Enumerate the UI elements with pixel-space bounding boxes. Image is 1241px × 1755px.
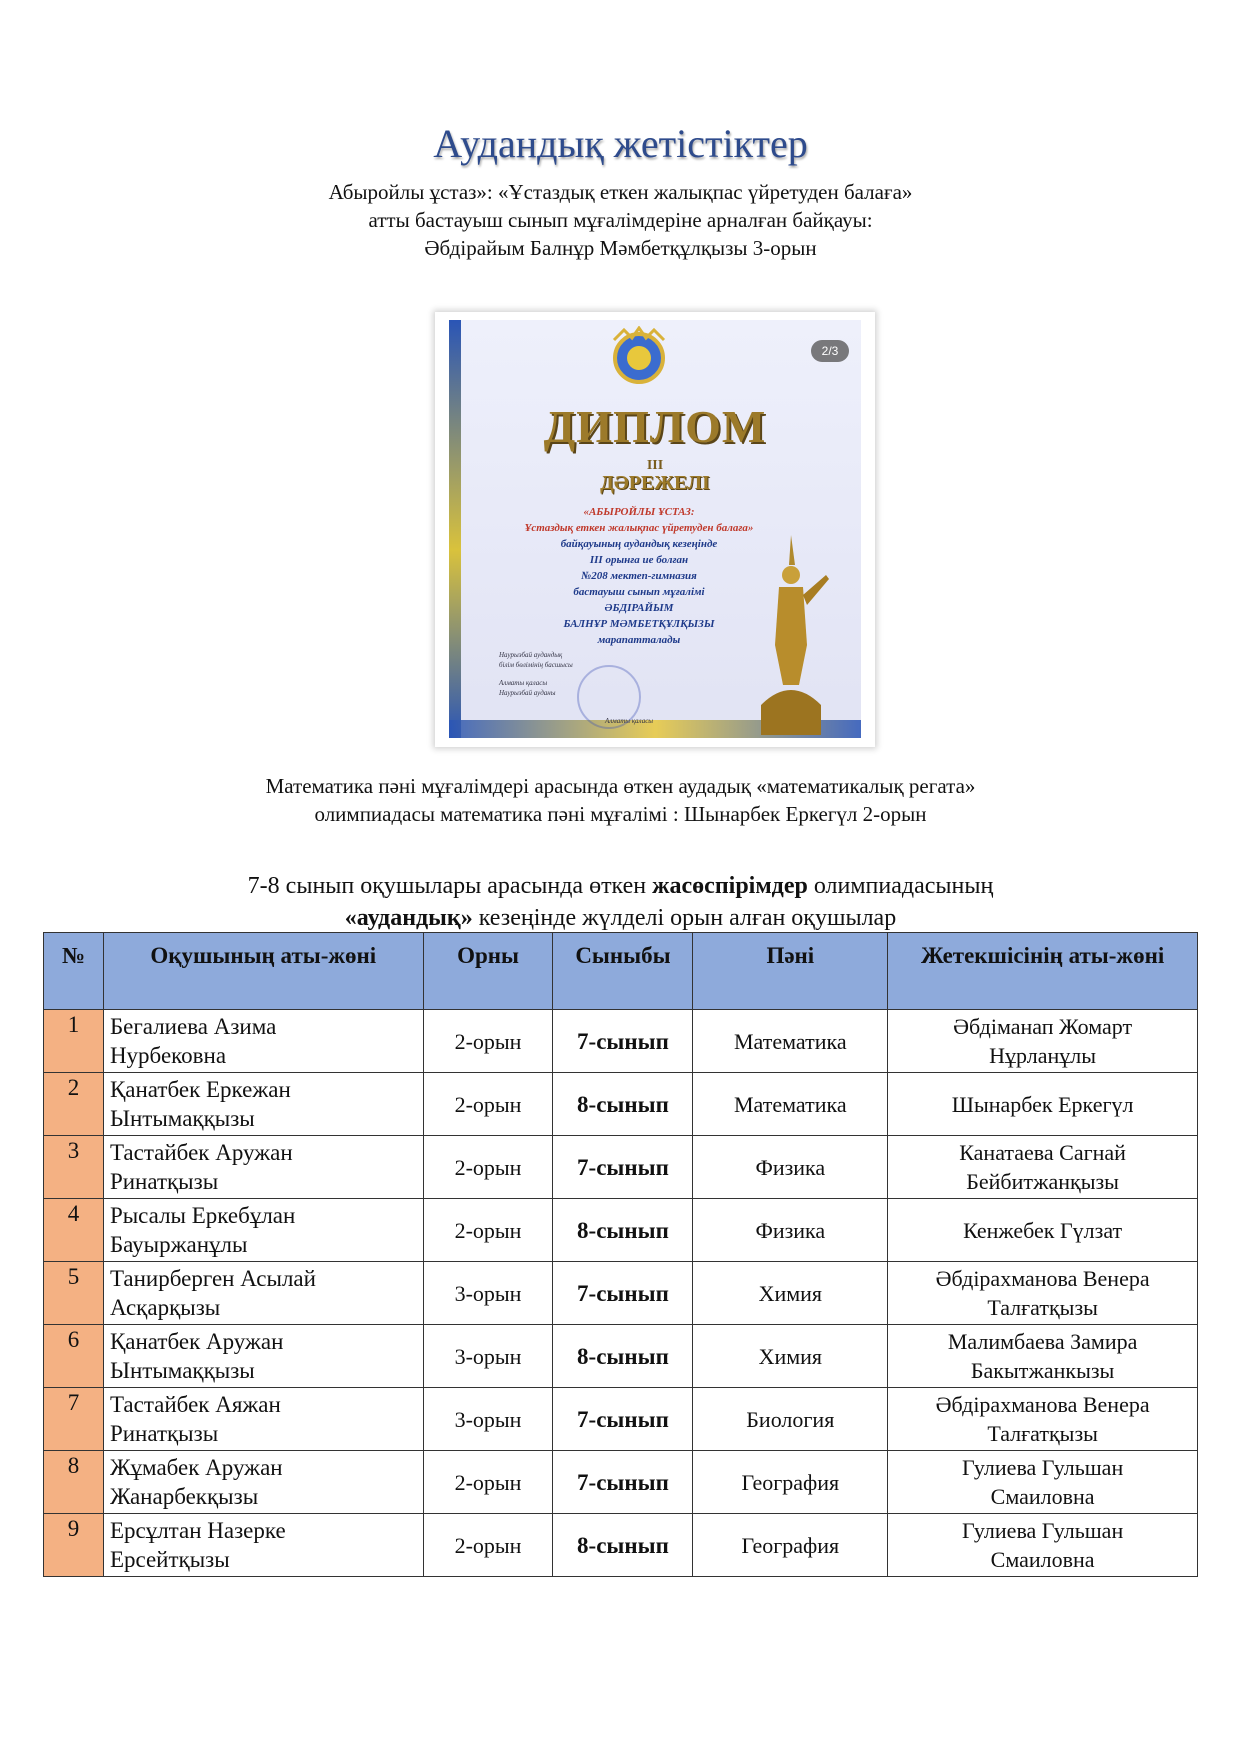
student-name-line: Қанатбек Еркежан <box>109 1077 291 1102</box>
intro-line: Абыройлы ұстаз»: «Ұстаздық еткен жалықпас үйретуден балаға» <box>328 180 913 204</box>
sign-line: Наурызбай аудандық <box>499 651 563 659</box>
intro-line: Әбдірайым Балнұр Мәмбетқұлқызы 3-орын <box>424 236 817 260</box>
subject-cell: География <box>693 1451 888 1514</box>
place-cell: 3-орын <box>423 1262 553 1325</box>
seal-icon <box>577 665 641 729</box>
grade-cell: 7-сынып <box>553 1010 693 1073</box>
place-cell: 2-орын <box>423 1136 553 1199</box>
header-student-name: Оқушының аты-жөні <box>103 933 423 1010</box>
diploma-line: №208 мектеп-гимназия <box>581 570 697 582</box>
student-name-line: Ынтымаққызы <box>109 1358 255 1383</box>
table-row <box>44 1262 1198 1325</box>
diploma-line: ӘБДІРАЙЫМ <box>604 602 674 614</box>
diploma-line: бастауыш сынып мұғалімі <box>573 586 705 598</box>
student-name <box>103 1451 423 1514</box>
regatta-line: олимпиадасы математика пәні мұғалімі : Шынарбек Еркегүл 2-орын <box>314 802 927 826</box>
student-name-line: Ерсейтқызы <box>109 1547 230 1572</box>
row-number: 6 <box>44 1325 104 1388</box>
row-number: 5 <box>44 1262 104 1325</box>
subject-cell: Биология <box>693 1388 888 1451</box>
table-header-row <box>44 933 1198 1010</box>
table-row <box>44 1325 1198 1388</box>
leader-name-line: Шынарбек Еркегүл <box>951 1091 1134 1117</box>
diploma-degree: ДӘРЕЖЕЛІ <box>600 472 710 494</box>
grade-cell: 7-сынып <box>553 1388 693 1451</box>
place-cell: 2-орын <box>423 1514 553 1577</box>
student-name <box>103 1010 423 1073</box>
leader-name-line: Смаиловна <box>990 1484 1095 1509</box>
subject-cell: Физика <box>693 1199 888 1262</box>
header-number: № <box>44 933 104 1010</box>
leader-name-line: Гулиева Гульшан <box>962 1455 1124 1480</box>
leader-cell <box>888 1136 1198 1199</box>
leader-name-line: Талғатқызы <box>987 1421 1098 1446</box>
diploma-line: III орынға ие болған <box>589 554 689 566</box>
table-row <box>44 1388 1198 1451</box>
student-name-line: Ринатқызы <box>109 1169 219 1194</box>
sign-line: Алматы қаласы <box>499 679 548 687</box>
diploma-degree-roman: III <box>646 458 664 473</box>
table-row <box>44 1010 1198 1073</box>
leader-cell <box>888 1073 1198 1136</box>
student-name <box>103 1388 423 1451</box>
student-name-line: Нурбековна <box>109 1043 227 1068</box>
table-row <box>44 1073 1198 1136</box>
table-row <box>44 1136 1198 1199</box>
student-name-line: Танирберген Асылай <box>109 1266 316 1291</box>
sign-line: білім бөлімінің басшысы <box>499 661 573 669</box>
subject-cell: Математика <box>693 1073 888 1136</box>
student-name-line: Ынтымаққызы <box>109 1106 255 1131</box>
place-cell: 2-орын <box>423 1451 553 1514</box>
row-number: 1 <box>44 1010 104 1073</box>
grade-cell: 8-сынып <box>553 1325 693 1388</box>
diploma-line: БАЛНҰР МӘМБЕТҚҰЛҚЫЗЫ <box>563 618 715 630</box>
student-name <box>103 1262 423 1325</box>
caption-text: 7-8 сынып оқушылары арасында өткен <box>247 873 653 899</box>
diploma-image <box>449 320 861 738</box>
student-name <box>103 1514 423 1577</box>
grade-cell: 7-сынып <box>553 1262 693 1325</box>
emblem-icon <box>604 326 674 386</box>
diploma-line: Ұстаздық еткен жалықпас үйретуден балаға» <box>524 522 754 534</box>
grade-cell: 7-сынып <box>553 1136 693 1199</box>
diploma-line: байқауының аудандық кезеңінде <box>560 538 718 550</box>
student-name-line: Тастайбек Аружан <box>109 1140 293 1165</box>
table-row <box>44 1514 1198 1577</box>
leader-name-line: Нұрланұлы <box>989 1043 1097 1068</box>
diploma-line: марапатталады <box>597 634 681 646</box>
leader-cell <box>888 1514 1198 1577</box>
page-heading: Аудандық жетістіктер <box>433 121 808 166</box>
table-row <box>44 1451 1198 1514</box>
student-name-line: Рысалы Еркебұлан <box>109 1203 296 1228</box>
header-place: Орны <box>423 933 553 1010</box>
student-name-line: Жұмабек Аружан <box>109 1455 283 1480</box>
row-number: 8 <box>44 1451 104 1514</box>
student-name-line: Ерсұлтан Назерке <box>109 1518 286 1543</box>
leader-name-line: Бакытжанкызы <box>970 1358 1115 1383</box>
row-number: 4 <box>44 1199 104 1262</box>
place-cell: 2-орын <box>423 1010 553 1073</box>
subject-cell: Математика <box>693 1010 888 1073</box>
place-cell: 3-орын <box>423 1388 553 1451</box>
leader-name-line: Гулиева Гульшан <box>962 1518 1124 1543</box>
grade-cell: 8-сынып <box>553 1073 693 1136</box>
leader-name-line: Бейбитжанқызы <box>966 1169 1119 1194</box>
row-number: 3 <box>44 1136 104 1199</box>
student-name-line: Бегалиева Азима <box>109 1014 277 1039</box>
caption-text: олимпиадасының <box>807 873 994 899</box>
diploma-photo <box>435 312 875 747</box>
leader-name-line: Талғатқызы <box>987 1295 1098 1320</box>
results-table <box>43 932 1198 1577</box>
statue-icon <box>751 535 831 735</box>
leader-name-line: Әбдірахманова Венера <box>935 1392 1150 1417</box>
place-cell: 2-орын <box>423 1073 553 1136</box>
subject-cell: Физика <box>693 1136 888 1199</box>
place-cell: 2-орын <box>423 1199 553 1262</box>
grade-cell: 8-сынып <box>553 1199 693 1262</box>
leader-cell <box>888 1451 1198 1514</box>
header-grade: Сыныбы <box>553 933 693 1010</box>
student-name <box>103 1199 423 1262</box>
subject-cell: Химия <box>693 1325 888 1388</box>
sign-line: Наурызбай ауданы <box>499 689 556 697</box>
caption-bold: жасөспірімдер <box>652 873 808 899</box>
caption-text: кезеңінде жүлделі орын алған оқушылар <box>472 905 897 931</box>
table-row <box>44 1199 1198 1262</box>
leader-name-line: Әбдірахманова Венера <box>935 1266 1150 1291</box>
leader-name-line: Кенжебек Гүлзат <box>963 1217 1123 1243</box>
student-name-line: Ринатқызы <box>109 1421 219 1446</box>
math-regatta-text <box>0 772 1241 828</box>
regatta-line: Математика пәні мұғалімдері арасында өткен аудадық «математикалық регата» <box>265 774 976 798</box>
row-number: 9 <box>44 1514 104 1577</box>
student-name <box>103 1325 423 1388</box>
grade-cell: 8-сынып <box>553 1514 693 1577</box>
student-name-line: Қанатбек Аружан <box>109 1329 284 1354</box>
header-subject: Пәні <box>693 933 888 1010</box>
table-caption <box>0 870 1241 934</box>
leader-name-line: Канатаева Сагнай <box>959 1140 1126 1165</box>
leader-name-line: Әбдіманап Жомарт <box>953 1014 1133 1039</box>
leader-name-line: Малимбаева Замира <box>947 1329 1138 1354</box>
leader-cell <box>888 1010 1198 1073</box>
leader-name-line: Смаиловна <box>990 1547 1095 1572</box>
intro-text <box>0 178 1241 262</box>
leader-cell <box>888 1262 1198 1325</box>
page-counter-badge: 2/3 <box>811 340 849 362</box>
grade-cell: 7-сынып <box>553 1451 693 1514</box>
student-name-line: Бауыржанұлы <box>109 1232 248 1257</box>
subject-cell: Химия <box>693 1262 888 1325</box>
row-number: 7 <box>44 1388 104 1451</box>
sign-line: Алматы қаласы <box>604 717 654 725</box>
caption-bold: «аудандық» <box>344 905 473 931</box>
student-name-line: Жанарбекқызы <box>109 1484 259 1509</box>
leader-cell <box>888 1325 1198 1388</box>
diploma-line: «АБЫРОЙЛЫ ҰСТАЗ: <box>583 506 695 518</box>
student-name-line: Асқарқызы <box>109 1295 221 1320</box>
header-leader: Жетекшісінің аты-жөні <box>888 933 1198 1010</box>
subject-cell: География <box>693 1514 888 1577</box>
student-name <box>103 1136 423 1199</box>
student-name-line: Тастайбек Аяжан <box>109 1392 281 1417</box>
leader-cell <box>888 1199 1198 1262</box>
student-name <box>103 1073 423 1136</box>
diploma-title: ДИПЛОМ <box>543 401 767 452</box>
intro-line: атты бастауыш сынып мұғалімдеріне арналған байқауы: <box>368 208 873 232</box>
row-number: 2 <box>44 1073 104 1136</box>
leader-cell <box>888 1388 1198 1451</box>
place-cell: 3-орын <box>423 1325 553 1388</box>
